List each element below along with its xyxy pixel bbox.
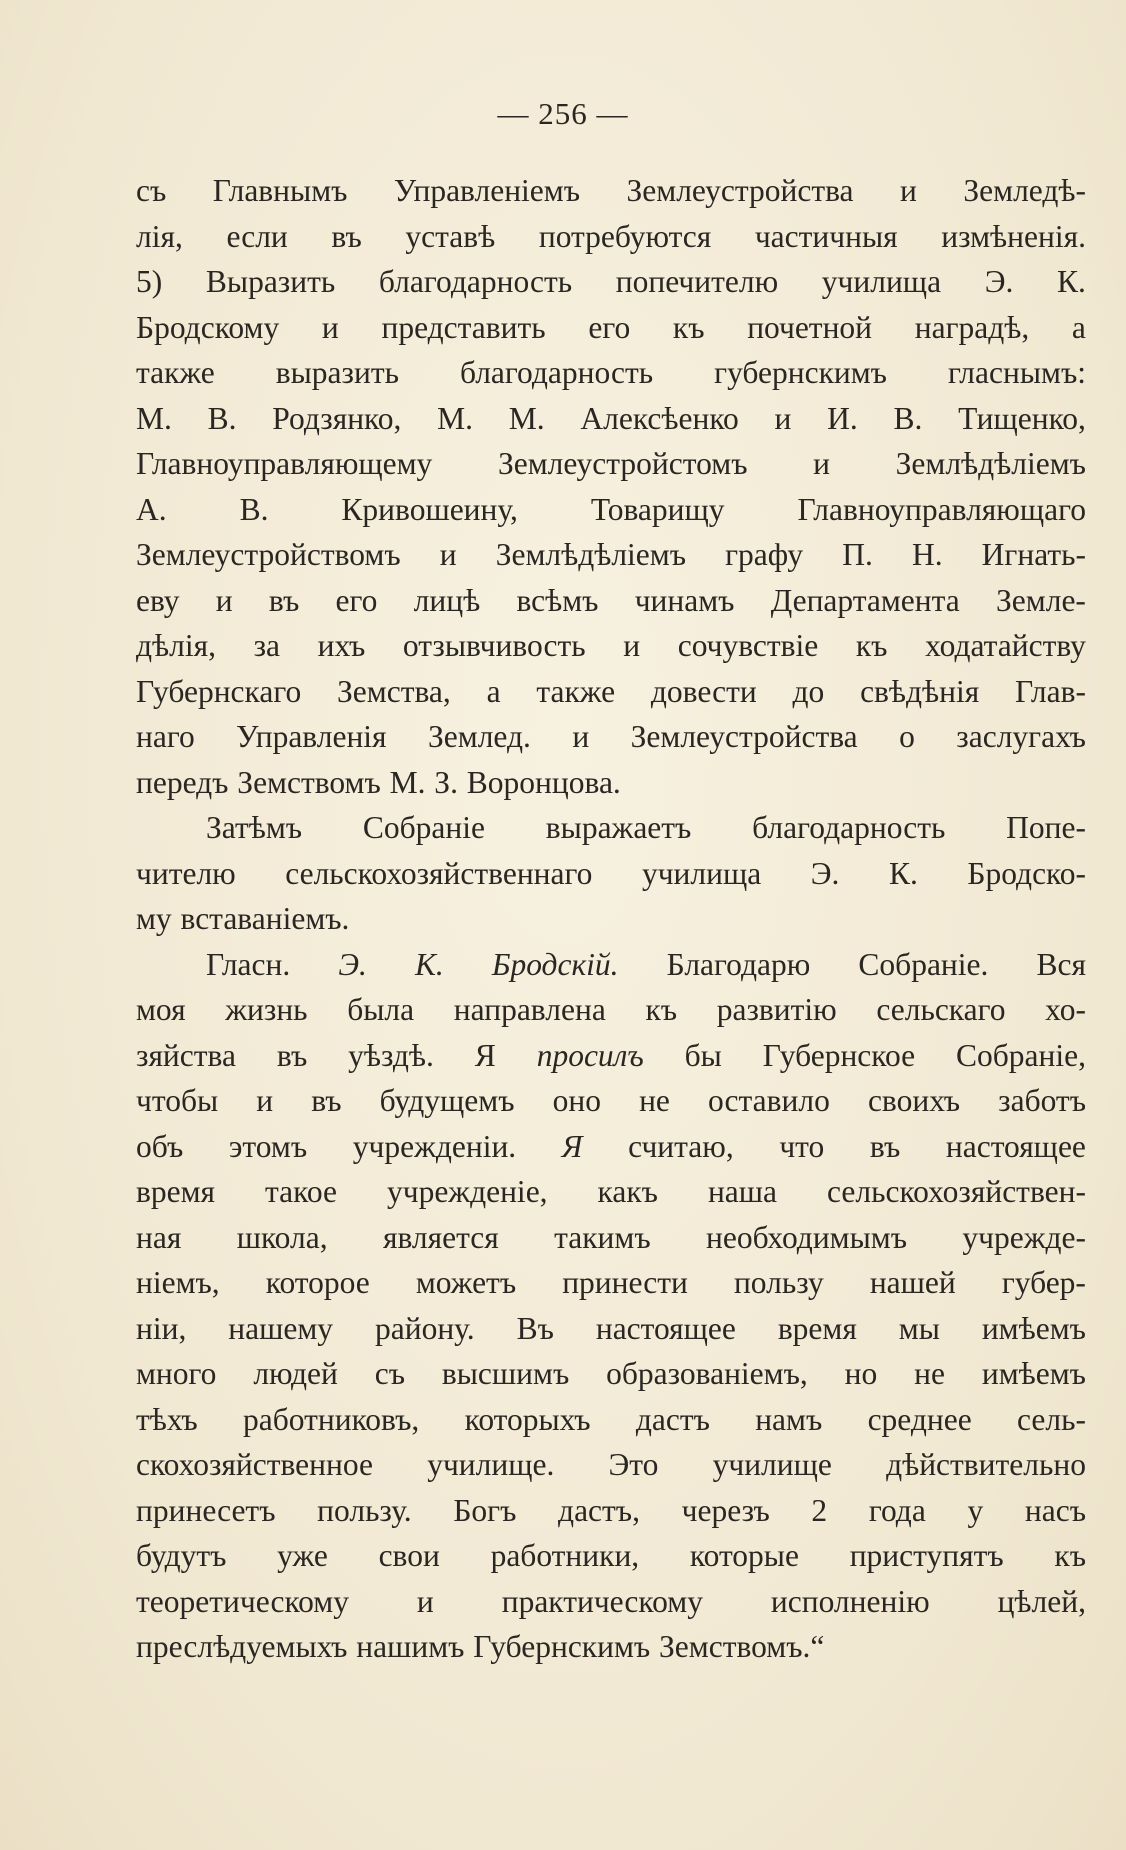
word: приступятъ [849,1538,1004,1573]
word: теоретическому [136,1583,349,1619]
text-line [136,396,1086,442]
word: черезъ [681,1492,770,1528]
word: преслѣдуемыхъ [136,1629,348,1664]
word: скохозяйственное [136,1447,373,1482]
word: можетъ [415,1265,517,1300]
word: району. [374,1310,475,1346]
word: намъ [755,1401,823,1437]
word: Землеустройства [630,719,858,754]
word: въ [268,582,300,618]
word: 2 [811,1492,828,1528]
word: время [136,1174,216,1209]
word: пользу [733,1265,824,1300]
word: и [416,1583,434,1619]
word: Губернскаго [136,673,302,709]
word: Землед. [428,719,531,754]
word: развитію [716,992,837,1027]
word: училище. [427,1447,555,1482]
text-line [136,168,1086,214]
text-line [136,714,1086,760]
word: что [779,1128,825,1164]
word: такимъ [554,1219,651,1255]
word: настоящее [945,1128,1086,1164]
word: Управленіемъ [393,173,581,208]
text-line [136,896,1086,942]
word: къ [645,992,678,1027]
word: имѣемъ [981,1310,1086,1346]
word: до [792,673,825,709]
word: Н. [911,537,943,572]
word: и [774,400,792,436]
word: которые [689,1538,799,1573]
word: Это [608,1447,659,1482]
word: Главноуправляющаго [797,491,1086,527]
word: время [777,1310,857,1346]
word: губер- [1001,1265,1086,1300]
word: также [136,355,215,390]
word: года [868,1492,926,1528]
word: дѣйствительно [886,1447,1086,1482]
word: сельскаго [876,992,1006,1027]
text-line [136,942,1086,988]
text-line [136,1351,1086,1397]
text-line [136,532,1086,578]
word: но [844,1356,878,1391]
word: ніи, [136,1310,187,1346]
word: Въ [516,1310,554,1346]
word: и [813,446,830,481]
text-line [136,1078,1086,1124]
word: сель- [1017,1401,1086,1437]
word: работники, [490,1538,640,1573]
word: не [914,1356,945,1391]
word: объ [136,1128,184,1164]
word: своихъ [867,1083,961,1118]
word: практическому [501,1583,703,1619]
word: чтобы [136,1083,219,1118]
word: Затѣмъ [206,810,303,845]
word: Управленія [236,719,387,754]
text-line [136,1260,1086,1306]
word: много [136,1356,217,1391]
word: всѣмъ [516,582,599,618]
word: почетной [747,309,873,345]
word: дастъ [635,1401,710,1437]
word: уже [277,1538,328,1573]
word: высшимъ [441,1356,570,1391]
word: оставило [708,1083,830,1118]
text-line [136,487,1086,533]
word: ная [136,1219,182,1255]
word: имѣемъ [981,1356,1086,1391]
word: учрежденіи. [352,1128,517,1164]
text-line [136,1033,1086,1079]
word: Губернское [762,1037,916,1073]
word: училище [712,1447,832,1482]
word: учрежденіе, [386,1174,548,1209]
word: чинамъ [634,582,735,618]
word: жизнь [225,992,308,1027]
word: З. [434,764,458,800]
word: оно [552,1083,601,1118]
word: сельскохозяйствен- [827,1174,1086,1209]
word: пользу. [317,1492,412,1528]
word: губернскимъ [714,355,887,390]
word: благодарность [378,264,573,299]
word: этомъ [228,1128,308,1164]
word: наша [707,1174,778,1209]
word: Земледѣ- [963,173,1086,208]
word: будущемъ [379,1083,515,1118]
text-line [136,805,1086,851]
word: еву [136,582,180,618]
word: Губернскимъ [473,1629,651,1664]
word: наго [136,719,195,754]
word: ихъ [317,628,366,663]
word: Родзянко, [272,400,402,436]
word: М. [389,764,426,800]
word: Земствомъ.“ [659,1629,825,1664]
word: уѣздѣ. [348,1037,434,1073]
word: графу [725,537,804,572]
word: 5) [136,264,163,299]
word: сочувствіе [677,628,819,663]
word: необходимымъ [705,1219,907,1255]
word: измѣненія. [941,218,1086,254]
text-line [136,669,1086,715]
text-line [136,1579,1086,1625]
word: Выразить [205,264,336,299]
word: образованіемъ, [606,1356,808,1391]
word: Землѣдѣліемъ [895,446,1086,481]
word: Попе- [1006,810,1086,845]
word: А. [136,491,167,527]
word: потребуются [538,218,712,254]
word: гласнымъ: [947,355,1086,390]
text-line [136,1124,1086,1170]
body-text [136,168,1086,1670]
word: работниковъ, [243,1401,420,1437]
word: и [623,628,641,663]
word: которое [265,1265,370,1300]
word: съ [136,173,167,208]
word: къ [855,628,888,663]
word: хо- [1045,992,1086,1027]
word: представить [381,309,546,345]
word: просилъ [536,1037,644,1073]
word: насъ [1024,1492,1086,1528]
word: Кривошеину, [341,491,518,527]
word: Э. [810,855,840,891]
word: Земства, [337,673,451,709]
word: К. [414,946,444,982]
word: ходатайству [925,628,1086,663]
text-line [136,350,1086,396]
word: училища [821,264,942,299]
word: и [215,582,233,618]
word: учрежде- [962,1219,1086,1255]
page-number: — 256 — [497,96,629,131]
word: въ [869,1128,901,1164]
word: его [588,309,631,345]
text-line [136,1533,1086,1579]
word: у [967,1492,984,1528]
word: Бродскій. [491,946,619,982]
text-line [136,305,1086,351]
word: а [1071,309,1086,345]
word: Я [474,1037,496,1073]
word: въ [311,1083,342,1118]
word: такое [265,1174,337,1209]
word: за [253,628,280,663]
text-line [136,1624,1086,1670]
word: Землеустройства [626,173,854,208]
text-line [136,1442,1086,1488]
word: чителю [136,855,236,891]
word: школа, [236,1219,328,1255]
word: П. [842,537,873,572]
word: М. [437,400,474,436]
text-line [136,987,1086,1033]
text-line [136,441,1086,487]
word: людей [253,1356,338,1391]
word: Главноуправляющему [136,446,433,481]
word: Э. [338,946,367,982]
word: является [382,1219,499,1255]
word: лицѣ [413,582,481,618]
word: Землеустройствомъ [136,537,401,572]
word: Земле- [996,582,1086,618]
word: и [572,719,590,754]
word: и [256,1083,274,1118]
word: исполненію [770,1583,930,1619]
text-line [136,1306,1086,1352]
word: Земствомъ [237,764,381,800]
word: благодарность [752,810,946,845]
word: Собраніе, [956,1037,1086,1073]
word: цѣлей, [997,1583,1086,1619]
word: Гласн. [206,946,291,982]
word: лія, [136,218,183,254]
word: и [321,309,339,345]
word: выразить [275,355,399,390]
word: му [136,901,172,936]
word: Богъ [453,1492,517,1528]
text-line [136,578,1086,624]
text-line [136,1488,1086,1534]
word: заботъ [998,1083,1086,1118]
word: передъ [136,764,229,800]
word: въ [276,1037,308,1073]
word: частичныя [754,218,898,254]
word: сельскохозяйственнаго [285,855,593,891]
word: благодарность [459,355,654,390]
word: и [439,537,457,572]
word: Бродско- [967,855,1086,891]
word: Тищенко, [958,400,1086,436]
word: Бродскому [136,309,280,345]
word: ніемъ, [136,1265,220,1300]
word: въ [331,218,362,254]
text-line [136,623,1086,669]
word: училища [641,855,762,891]
word: Благодарю [666,946,811,982]
word: свѣдѣнія [860,673,980,709]
text-line [136,760,1086,806]
word: къ [1054,1538,1086,1573]
word: Товарищу [590,491,725,527]
word: Э. [984,264,1014,299]
word: Главнымъ [212,173,348,208]
word: Вся [1036,946,1086,982]
word: нашей [869,1265,956,1300]
text-line [136,214,1086,260]
text-line [136,259,1086,305]
word: М. [508,400,545,436]
word: а [486,673,501,709]
word: вставаніемъ. [180,901,350,936]
word: В. [207,400,237,436]
word: будутъ [136,1538,227,1573]
word: нашему [228,1310,334,1346]
word: къ [672,309,705,345]
word: Землѣдѣліемъ [495,537,687,572]
word: направлена [453,992,606,1027]
word: В. [239,491,269,527]
word: В. [893,400,923,436]
word: настоящее [595,1310,736,1346]
word: К. [1057,264,1086,299]
word: Игнать- [981,537,1086,572]
word: попечителю [615,264,779,299]
word: среднее [867,1401,972,1437]
word: дастъ, [558,1492,640,1528]
word: тѣхъ [136,1401,198,1437]
text-line [136,1169,1086,1215]
word: съ [374,1356,405,1391]
word: не [639,1083,670,1118]
word: нашимъ [356,1629,465,1664]
text-line [136,1397,1086,1443]
word: принести [562,1265,688,1300]
word: И. [827,400,858,436]
word: мы [898,1310,940,1346]
word: была [347,992,415,1027]
word: наградѣ, [914,309,1030,345]
word: Глав- [1015,673,1086,709]
word: М. [136,400,172,436]
word: его [335,582,378,618]
word: свои [378,1538,440,1573]
word: К. [888,855,918,891]
word: какъ [597,1174,658,1209]
word: уставѣ [405,218,496,254]
word: бы [684,1037,722,1073]
text-line [136,1215,1086,1261]
word: если [226,218,288,254]
word: Собраніе [362,810,485,845]
word: считаю, [628,1128,734,1164]
word: моя [136,992,186,1027]
word: Алексѣенко [580,400,739,436]
word: заслугахъ [956,719,1086,754]
word: Департамента [770,582,960,618]
word: которыхъ [464,1401,591,1437]
word: принесетъ [136,1492,276,1528]
word: Собраніе. [858,946,989,982]
word: о [899,719,915,754]
word: довести [650,673,757,709]
word: отзывчивость [402,628,586,663]
word: дѣлія, [136,628,216,663]
word: Я [561,1128,583,1164]
word: выражаетъ [545,810,692,845]
word: Воронцова. [466,764,621,800]
word: зяйства [136,1037,236,1073]
word: Землеустройстомъ [497,446,748,481]
text-line [136,851,1086,897]
word: и [900,173,917,208]
word: также [536,673,616,709]
